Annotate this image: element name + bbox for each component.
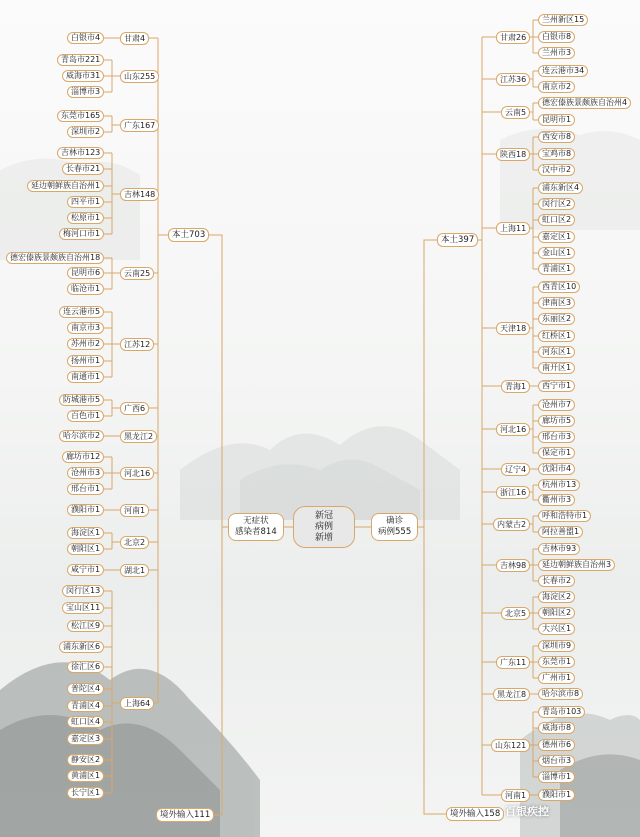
city-node: 松江区9 <box>67 620 104 632</box>
city-node: 宝山区11 <box>62 602 104 614</box>
city-node: 浦东新区6 <box>59 641 104 653</box>
city-node: 杭州市13 <box>538 479 580 491</box>
city-node: 吉林市93 <box>538 543 580 555</box>
province-node: 浙江16 <box>496 486 530 499</box>
city-node: 徐汇区6 <box>67 661 104 673</box>
province-node: 吉林98 <box>496 559 530 572</box>
province-node: 山东255 <box>120 70 159 83</box>
city-node: 南通市1 <box>67 371 104 383</box>
city-node: 德宏傣族景颇族自治州18 <box>6 252 104 264</box>
city-node: 长春市21 <box>62 163 104 175</box>
city-node: 津南区3 <box>538 297 575 309</box>
city-node: 南京市3 <box>67 322 104 334</box>
city-node: 延边朝鲜族自治州3 <box>538 559 615 571</box>
city-node: 海淀区2 <box>538 591 575 603</box>
city-node: 兰州新区15 <box>538 14 588 26</box>
city-node: 大兴区1 <box>538 623 575 635</box>
confirmed-node <box>371 513 418 541</box>
city-node: 虹口区2 <box>538 214 575 226</box>
city-node: 濮阳市1 <box>67 504 104 516</box>
province-node: 黑龙江2 <box>120 430 157 443</box>
province-node: 北京5 <box>501 607 530 620</box>
city-node: 黄浦区1 <box>67 770 104 782</box>
city-node: 德州市6 <box>538 739 575 751</box>
watermark-text: 百银疾控 <box>505 805 549 818</box>
city-node: 淄博市1 <box>538 771 575 783</box>
city-node: 昆明市1 <box>538 114 575 126</box>
city-node: 邢台市1 <box>67 483 104 495</box>
province-node: 天津18 <box>496 322 530 335</box>
city-node: 沧州市7 <box>538 399 575 411</box>
city-node: 连云港市34 <box>538 65 588 77</box>
province-node: 湖北1 <box>120 564 149 577</box>
city-node: 海淀区1 <box>67 527 104 539</box>
imported-node-asymptomatic: 境外输入111 <box>156 808 214 822</box>
local-node-asymptomatic: 本土703 <box>168 228 209 242</box>
city-node: 濮阳市1 <box>538 789 575 801</box>
province-node: 河南1 <box>120 504 149 517</box>
city-node: 阿拉善盟1 <box>538 526 583 538</box>
city-node: 威海市8 <box>538 722 575 734</box>
root-label-line1: 新冠 <box>314 510 333 521</box>
province-node: 陕西18 <box>496 148 530 161</box>
city-node: 四平市1 <box>67 196 104 208</box>
city-node: 闵行区2 <box>538 198 575 210</box>
city-node: 廊坊市5 <box>538 415 575 427</box>
city-node: 延边朝鲜族自治州1 <box>27 180 104 192</box>
city-node: 苏州市2 <box>67 338 104 350</box>
city-node: 廊坊市12 <box>62 451 104 463</box>
city-node: 临沧市1 <box>67 283 104 295</box>
city-node: 河东区1 <box>538 346 575 358</box>
province-node: 广西6 <box>120 402 149 415</box>
province-node: 吉林148 <box>120 188 159 201</box>
city-node: 长春市2 <box>538 575 575 587</box>
city-node: 深圳市2 <box>67 126 104 138</box>
city-node: 百色市1 <box>67 410 104 422</box>
province-node: 江苏36 <box>496 73 530 86</box>
city-node: 东莞市165 <box>57 110 104 122</box>
city-node: 朝阳区1 <box>67 543 104 555</box>
province-node: 山东121 <box>491 739 530 752</box>
city-node: 德宏傣族景颇族自治州4 <box>538 97 631 109</box>
province-node: 江苏12 <box>120 338 154 351</box>
city-node: 连云港市5 <box>59 306 104 318</box>
city-node: 嘉定区1 <box>538 231 575 243</box>
city-node: 广州市1 <box>538 672 575 684</box>
city-node: 青浦区4 <box>67 700 104 712</box>
city-node: 松原市1 <box>67 212 104 224</box>
confirmed-label-line1: 确诊 <box>386 516 404 526</box>
city-node: 烟台市3 <box>538 755 575 767</box>
city-node: 青浦区1 <box>538 263 575 275</box>
province-node: 甘肃4 <box>120 32 149 45</box>
city-node: 邢台市3 <box>538 431 575 443</box>
city-node: 呼和浩特市1 <box>538 510 591 522</box>
root-label-line2: 病例 <box>314 521 333 532</box>
city-node: 淄博市3 <box>67 86 104 98</box>
province-node: 内蒙古2 <box>493 518 530 531</box>
imported-node-confirmed: 境外输入158 <box>446 807 504 821</box>
province-node: 河北16 <box>496 423 530 436</box>
province-node: 黑龙江8 <box>493 688 530 701</box>
province-node: 云南5 <box>501 106 530 119</box>
city-node: 西青区10 <box>538 281 580 293</box>
province-node: 上海11 <box>496 222 530 235</box>
city-node: 青岛市103 <box>538 706 585 718</box>
city-node: 浦东新区4 <box>538 182 583 194</box>
city-node: 青岛市221 <box>57 54 104 66</box>
city-node: 闵行区13 <box>62 585 104 597</box>
city-node: 西宁市1 <box>538 380 575 392</box>
city-node: 东丽区2 <box>538 313 575 325</box>
city-node: 兰州市3 <box>538 47 575 59</box>
city-node: 防城港市5 <box>59 394 104 406</box>
city-node: 沧州市3 <box>67 467 104 479</box>
city-node: 金山区1 <box>538 247 575 259</box>
asymptomatic-node <box>228 513 284 541</box>
city-node: 朝阳区2 <box>538 607 575 619</box>
province-node: 河北16 <box>120 467 154 480</box>
city-node: 威海市31 <box>62 70 104 82</box>
city-node: 西安市8 <box>538 131 575 143</box>
city-node: 吉林市123 <box>57 147 104 159</box>
city-node: 南开区1 <box>538 362 575 374</box>
root-node <box>293 506 355 548</box>
province-node: 上海64 <box>120 697 154 710</box>
province-node: 北京2 <box>120 536 149 549</box>
province-node: 广东11 <box>496 656 530 669</box>
city-node: 沈阳市4 <box>538 463 575 475</box>
province-node: 青海1 <box>501 380 530 393</box>
city-node: 宝鸡市8 <box>538 148 575 160</box>
city-node: 衢州市3 <box>538 494 575 506</box>
city-node: 扬州市1 <box>67 355 104 367</box>
city-node: 梅河口市1 <box>59 228 104 240</box>
city-node: 虹口区4 <box>67 716 104 728</box>
city-node: 白银市4 <box>67 32 104 44</box>
province-node: 辽宁4 <box>501 463 530 476</box>
asymptomatic-label-line1: 无症状 <box>243 516 269 526</box>
city-node: 东莞市1 <box>538 656 575 668</box>
city-node: 静安区2 <box>67 754 104 766</box>
city-node: 保定市1 <box>538 447 575 459</box>
asymptomatic-label-line2: 感染者814 <box>235 527 277 537</box>
city-node: 南京市2 <box>538 81 575 93</box>
city-node: 哈尔滨市8 <box>538 688 583 700</box>
city-node: 嘉定区3 <box>67 733 104 745</box>
city-node: 红桥区1 <box>538 330 575 342</box>
city-node: 汉中市2 <box>538 164 575 176</box>
city-node: 白银市8 <box>538 31 575 43</box>
city-node: 昆明市6 <box>67 267 104 279</box>
confirmed-label-line2: 病例555 <box>378 527 412 537</box>
local-node-confirmed: 本土397 <box>437 233 478 247</box>
province-node: 广东167 <box>120 119 159 132</box>
province-node: 河南1 <box>501 789 530 802</box>
province-node: 云南25 <box>120 267 154 280</box>
root-label-line3: 新增 <box>314 532 333 543</box>
city-node: 普陀区4 <box>67 683 104 695</box>
city-node: 哈尔滨市2 <box>59 430 104 442</box>
city-node: 咸宁市1 <box>67 564 104 576</box>
city-node: 深圳市9 <box>538 640 575 652</box>
city-node: 长宁区1 <box>67 787 104 799</box>
province-node: 甘肃26 <box>496 31 530 44</box>
